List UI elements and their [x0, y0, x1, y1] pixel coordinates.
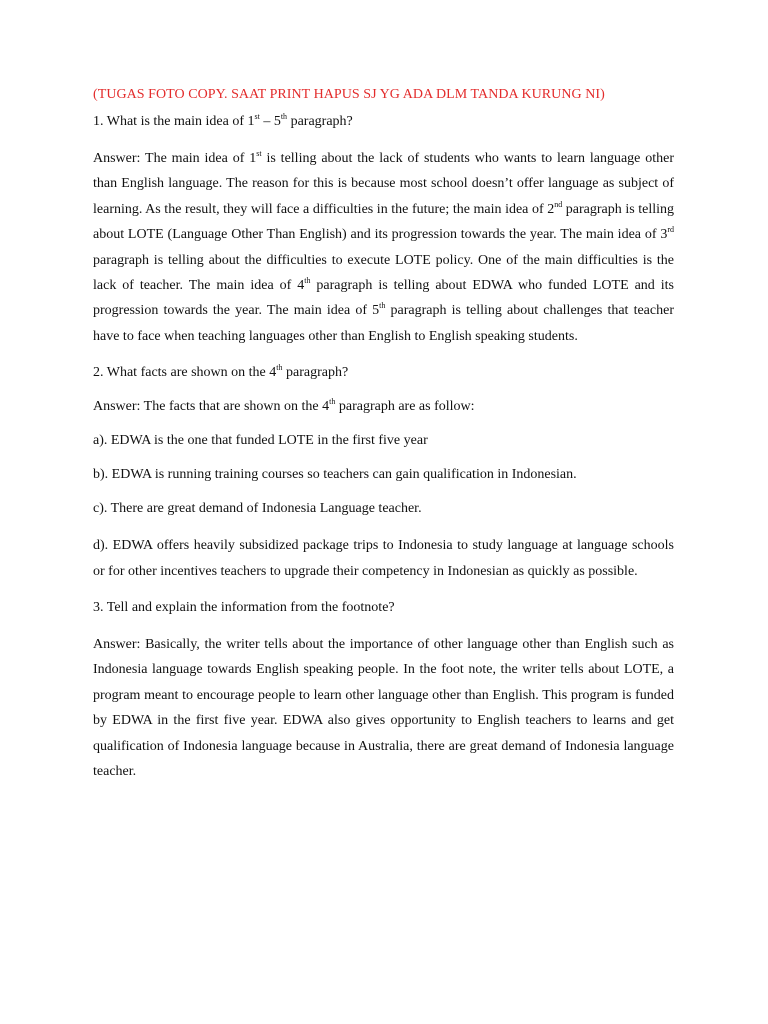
fact-item: b). EDWA is running training courses so teachers can gain qualification in Indonesian. [93, 467, 577, 483]
superscript: st [254, 112, 260, 121]
print-notice: (TUGAS FOTO COPY. SAAT PRINT HAPUS SJ YG ADA DLM TANDA KURUNG NI) [93, 87, 605, 102]
answer-1-text: paragraph is telling about challenges that teacher have to face when teaching languages other than English to English speaking students. [93, 303, 674, 344]
answer-1-text: paragraph is telling about LOTE (Language Other Than English) and its progression towards the year. The main idea of 3 [93, 201, 674, 243]
answer-1-text: is telling about the lack of students who wants to learn language other than English language. The reason for this is because most school doesn’t offer language as subject of learning. As the result, they will face a difficulties in the future; the main idea of 2 [93, 151, 675, 217]
answer-1-text: paragraph is telling about the difficulties to execute LOTE policy. One of the main difficulties is the lack of teacher. The main idea of 4 [93, 252, 674, 294]
fact-item: d). EDWA offers heavily subsidized package trips to Indonesia to study language at language schools or for other incentives teachers to upgrade their competency in Indonesian as quickly as possible. [93, 538, 674, 579]
superscript: th [280, 112, 288, 121]
question-1-text: paragraph? [287, 114, 353, 129]
question-1-text: 1. What is the main idea of 1 [93, 114, 255, 129]
question-2-text: paragraph? [282, 365, 349, 381]
superscript: th [304, 276, 311, 286]
superscript: nd [554, 199, 563, 209]
superscript: th [379, 301, 386, 311]
question-1 [93, 112, 674, 132]
superscript: th [329, 397, 336, 407]
answer-1-text: Answer: The main idea of 1 [93, 151, 257, 166]
answer-1-text: paragraph is telling about EDWA who funded LOTE and its progression towards the year. The main idea of 5 [93, 278, 674, 319]
answer-1 [93, 146, 674, 349]
answer-2-text: Answer: The facts that are shown on the 4 [93, 399, 330, 415]
question-2-text: 2. What facts are shown on the 4 [93, 365, 277, 381]
superscript: rd [667, 225, 674, 235]
superscript: th [276, 363, 283, 373]
question-3: 3. Tell and explain the information from the footnote? [93, 600, 395, 616]
fact-item: c). There are great demand of Indonesia Language teacher. [93, 501, 422, 517]
answer-2-text: paragraph are as follow: [335, 399, 475, 415]
answer-3: Answer: Basically, the writer tells about the importance of other language other than English such as Indonesia language towards English speaking people. In the foot note, the writer tells about LOTE, a program meant to encourage people to learn other language other than English. This program is funded by EDWA in the first five year. EDWA also gives opportunity to English teachers to learns and get qualification of Indonesia language because in Australia, there are great demand of Indonesia language teacher. [93, 637, 674, 780]
question-2 [93, 363, 674, 383]
document-page [93, 84, 674, 799]
question-1-text: – 5 [259, 114, 281, 129]
superscript: st [256, 149, 262, 158]
fact-item: a). EDWA is the one that funded LOTE in the first five year [93, 433, 428, 449]
answer-2-intro [93, 397, 674, 417]
